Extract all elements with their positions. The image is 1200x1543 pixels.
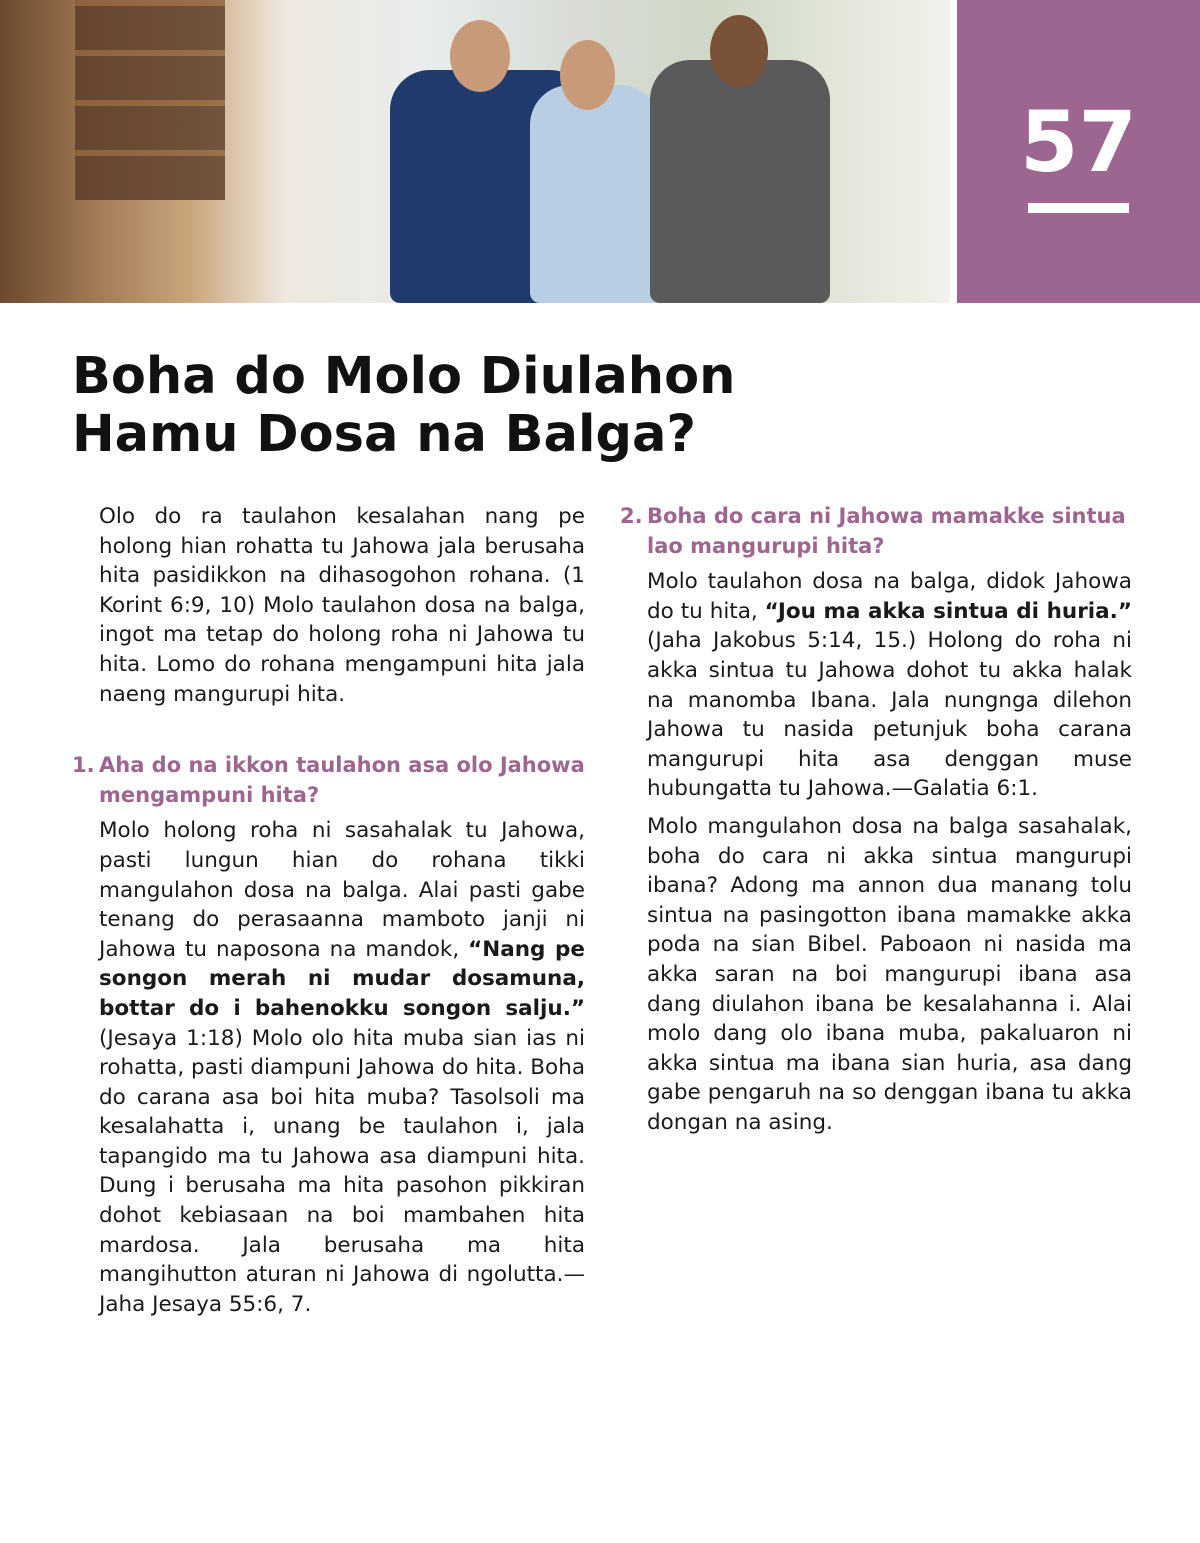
header-photo bbox=[0, 0, 950, 303]
section-2-question bbox=[620, 502, 1132, 561]
question-number: 2. bbox=[620, 504, 643, 528]
question-number: 1. bbox=[72, 753, 95, 778]
column-right bbox=[620, 502, 1132, 1145]
scripture-quote: “Nang pe songon merah ni mudar dosamuna, bottar do i bahenokku songon salju.” bbox=[99, 936, 585, 1021]
head bbox=[710, 15, 768, 87]
section-2-paragraph-2 bbox=[647, 812, 1132, 1138]
text: (Jesaya 1:18) Molo olo hita muba sian ias ni rohatta, pasti diampuni Jahowa do hita. Boha do carana asa boi hita muba? Tasolsoli ma kesalahatta i, unang be taulahon i, jala tapangido ma tu Jahowa asa diampuni hita. Dung i berusaha ma hita pasohon pikkiran dohot kebiasaan na boi mambahen hita mardosa. Jala berusaha ma hita mangihutton aturan ni Jahowa di ngolutta.—Jaha Jesaya 55:6, 7. bbox=[99, 1025, 585, 1317]
question-text: Boha do cara ni Jahowa mamakke sintua lao mangurupi hita? bbox=[647, 504, 1126, 558]
section-2-paragraph-1 bbox=[647, 567, 1132, 804]
text: Molo holong roha ni sasahalak tu Jahowa, pasti lungun hian do rohana tikki mangulahon dosa na balga. Alai pasti gabe tenang do perasaanna mamboto janji ni Jahowa tu naposona na mandok, bbox=[99, 818, 585, 962]
text: Molo taulahon dosa na balga, didok Jahowa do tu hita, bbox=[647, 569, 1132, 624]
scripture-quote: “Jou ma akka sintua di huria.” bbox=[764, 598, 1132, 624]
page-title: Boha do Molo Diulahon Hamu Dosa na Balga? bbox=[72, 347, 736, 464]
head bbox=[450, 20, 510, 92]
text: (Jaha Jakobus 5:14, 15.) Holong do roha ni akka sintua tu Jahowa dohot tu akka halak na manomba Ibana. Jala nungnga dilehon Jahowa tu nasida petunjuk boha carana mangurupi hita asa denggan muse hubungatta tu Jahowa.—Galatia 6:1. bbox=[647, 628, 1132, 802]
lesson-number: 57 bbox=[1020, 93, 1137, 191]
section-1-paragraph bbox=[99, 816, 585, 1319]
column-left bbox=[72, 502, 585, 1327]
person-right bbox=[650, 60, 830, 303]
badge-underline bbox=[1028, 203, 1129, 213]
lesson-number-badge bbox=[957, 0, 1200, 303]
head bbox=[560, 40, 615, 110]
bookshelf bbox=[75, 0, 225, 200]
intro-paragraph: Olo do ra taulahon kesalahan nang pe holong hian rohatta tu Jahowa jala berusaha hita pasidikkon na dihasogohon rohana. (1 Korint 6:9, 10) Molo taulahon dosa na balga, ingot ma tetap do holong roha ni Jahowa tu hita. Lomo do rohana mengampuni hita jala naeng mangurupi hita. bbox=[99, 504, 585, 707]
question-text: Aha do na ikkon taulahon asa olo Jahowa mengampuni hita? bbox=[99, 753, 585, 807]
person-center bbox=[530, 85, 660, 303]
text: Molo mangulahon dosa na balga sasahalak, boha do cara ni akka sintua mangurupi ibana? Adong ma annon dua manang tolu sintua na pasingotton ibana mamakke akka poda na sian Bibel. Paboaon ni nasida ma akka saran na boi mangurupi ibana asa dang diulahon ibana be kesalahanna i. Alai molo dang olo ibana muba, pakaluaron ni akka sintua ma ibana sian huria, asa dang gabe pengaruh na so denggan ibana tu akka dongan na asing. bbox=[647, 813, 1132, 1135]
section-1-question bbox=[72, 751, 585, 810]
